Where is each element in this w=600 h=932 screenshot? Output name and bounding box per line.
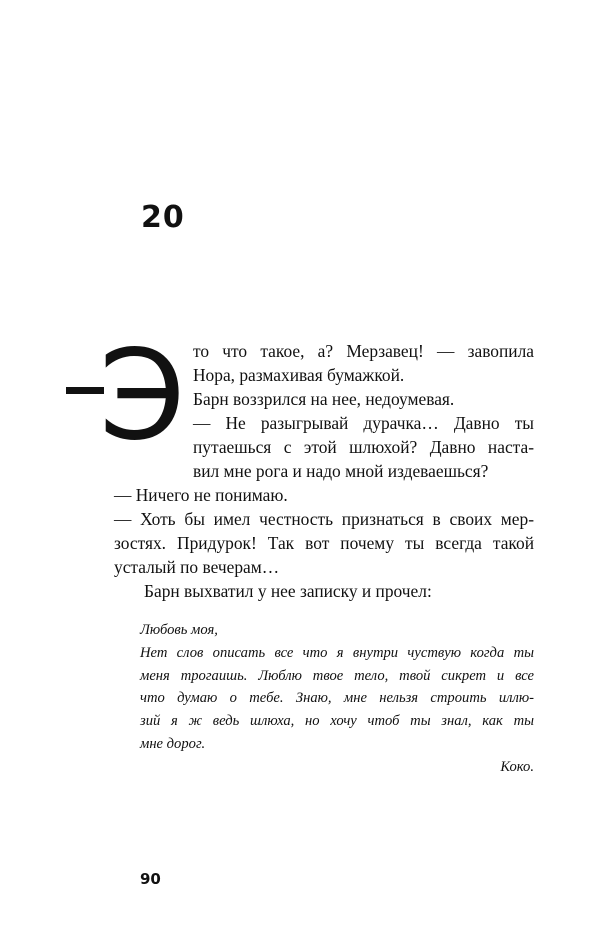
letter-line: Нет слов описать все что я внутри чуствую когда ты <box>140 644 534 661</box>
dropcap-letter: Э <box>99 324 186 468</box>
body-line: усталый по вечерам… <box>114 557 280 577</box>
letter-quote <box>140 619 534 779</box>
body-line: зостях. Придурок! Так вот почему ты всегда такой <box>114 533 534 553</box>
body-line: — Не разыгрывай дурачка… Давно ты <box>193 413 534 433</box>
letter-signature: Коко. <box>500 758 534 775</box>
letter-line: что думаю о тебе. Знаю, мне нельзя строить иллю- <box>140 690 534 707</box>
letter-line: меня трогаишь. Люблю твое тело, твой сикрет и все <box>140 667 534 684</box>
body-line: то что такое, а? Мерзавец! — завопила <box>193 341 534 361</box>
letter-line: мне дорог. <box>140 735 206 752</box>
body-line: Барн выхватил у нее записку и прочел: <box>144 581 432 601</box>
page-number: 90 <box>140 870 161 888</box>
body-line: вил мне рога и надо мной издеваешься? <box>193 461 489 481</box>
body-line: Барн воззрился на нее, недоумевая. <box>193 389 455 409</box>
body-line: — Ничего не понимаю. <box>114 485 288 505</box>
body-line: — Хоть бы имел честность признаться в своих мер- <box>114 509 534 529</box>
chapter-number: 20 <box>141 200 185 235</box>
body-text <box>114 339 534 603</box>
body-line: Нора, размахивая бумажкой. <box>193 365 405 385</box>
letter-line: зий я ж ведь шлюха, но хочу чтоб ты знал, как ты <box>140 713 534 730</box>
body-line: путаешься с этой шлюхой? Давно наста- <box>193 437 534 457</box>
letter-salutation: Любовь моя, <box>140 622 218 638</box>
